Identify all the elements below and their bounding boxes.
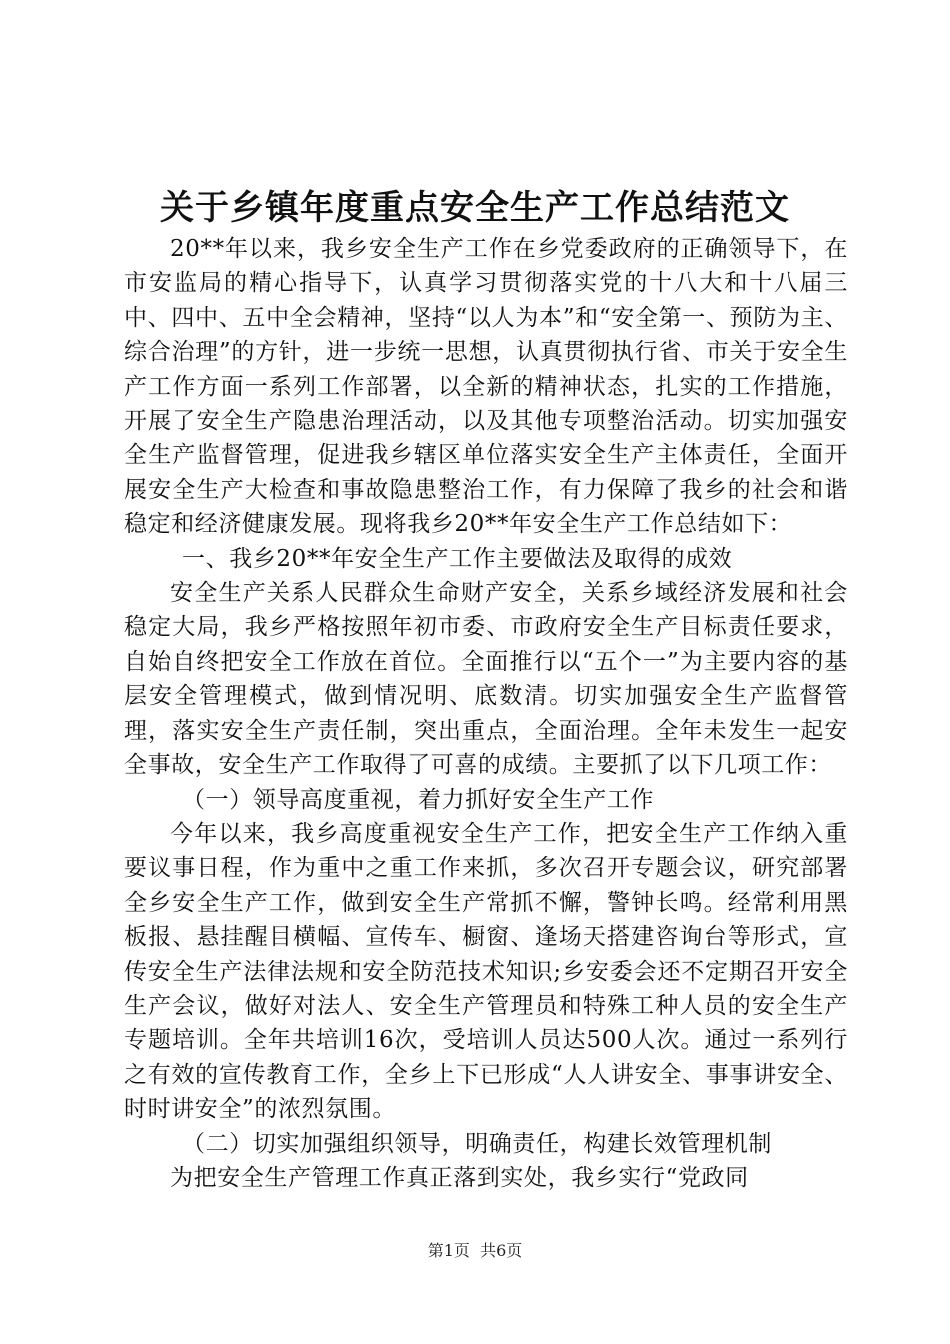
section-1-paragraph: 安全生产关系人民群众生命财产安全，关系乡域经济发展和社会稳定大局，我乡严格按照年初市委、市政府安全生产目标责任要求，自始自终把安全工作放在首位。全面推行以“五个一”为主要内容的基层安全管理模式，做到情况明、底数清。切实加强安全生产监督管理，落实安全生产责任制，突出重点，全面治理。全年未发生一起安全事故，安全生产工作取得了可喜的成绩。主要抓了以下几项工作： — [124, 580, 848, 779]
section-heading-1: 一、我乡20**年安全生产工作主要做法及取得的成效 — [182, 545, 733, 572]
document-body — [124, 232, 848, 1195]
subsection-1-paragraph: 今年以来，我乡高度重视安全生产工作，把安全生产工作纳入重要议事日程，作为重中之重工作来抓，多次召开专题会议，研究部署全乡安全生产工作，做到安全生产常抓不懈，警钟长鸣。经常利用黑板报、悬挂醒目横幅、宣传车、橱窗、逢场天搭建咨询台等形式，宣传安全生产法律法规和安全防范技术知识;乡安委会还不定期召开安全生产会议，做好对法人、安全生产管理员和特殊工种人员的安全生产专题培训。全年共培训16次，受培训人员达500人次。通过一系列行之有效的宣传教育工作，全乡上下已形成“人人讲安全、事事讲安全、时时讲安全”的浓烈氛围。 — [124, 820, 848, 1123]
subsection-heading-2: （二）切实加强组织领导，明确责任，构建长效管理机制 — [182, 1130, 772, 1157]
page-total: 共6页 — [480, 1241, 523, 1260]
intro-paragraph: 20**年以来，我乡安全生产工作在乡党委政府的正确领导下，在市安监局的精心指导下，认真学习贯彻落实党的十八大和十八届三中、四中、五中全会精神，坚持“以人为本”和“安全第一、预防为主、综合治理”的方针，进一步统一思想，认真贯彻执行省、市关于安全生产工作方面一系列工作部署，以全新的精神状态，扎实的工作措施，开展了安全生产隐患治理活动，以及其他专项整治活动。切实加强安全生产监督管理，促进我乡辖区单位落实安全生产主体责任，全面开展安全生产大检查和事故隐患整治工作，有力保障了我乡的社会和谐稳定和经济健康发展。现将我乡20**年安全生产工作总结如下： — [124, 236, 848, 538]
subsection-heading-1: （一）领导高度重视，着力抓好安全生产工作 — [182, 786, 654, 813]
document-title: 关于乡镇年度重点安全生产工作总结范文 — [160, 188, 790, 228]
page-number: 第1页 — [427, 1241, 470, 1260]
page-footer — [0, 1240, 950, 1262]
subsection-2-paragraph: 为把安全生产管理工作真正落到实处，我乡实行“党政同 — [170, 1164, 749, 1191]
